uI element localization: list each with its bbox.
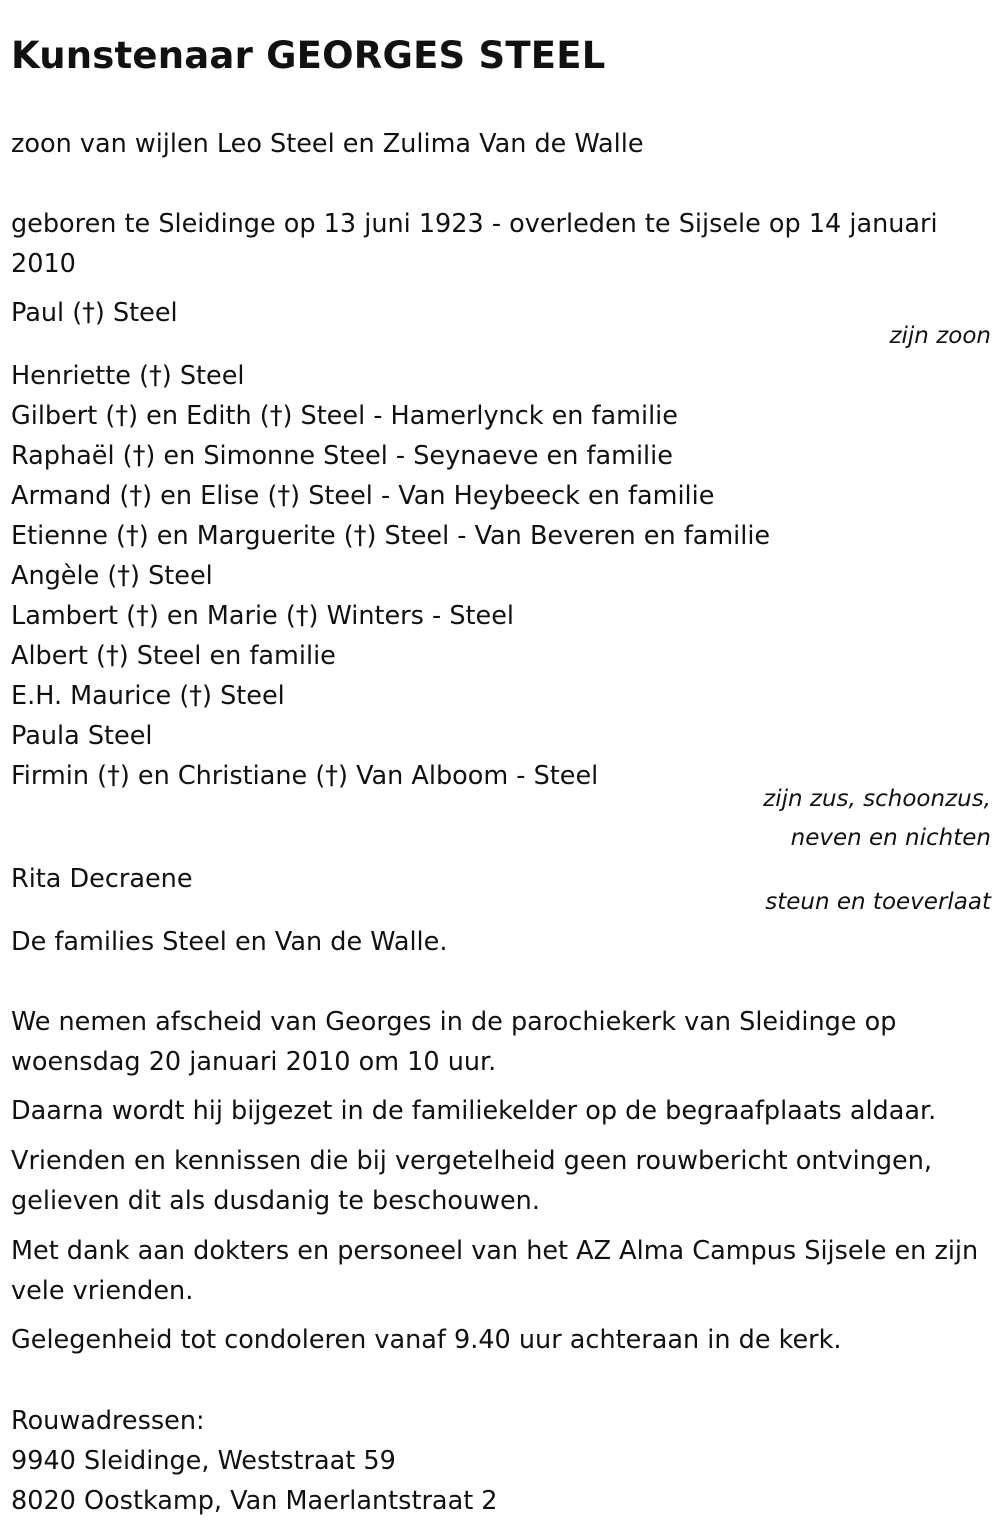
life-dates: geboren te Sleidinge op 13 juni 1923 - overleden te Sijsele op 14 januari 2010 <box>11 209 938 279</box>
address-line: 8020 Oostkamp, Van Maerlantstraat 2 <box>11 1486 498 1516</box>
mourner-line: Firmin (†) en Christiane (†) Van Alboom - Steel <box>11 761 599 791</box>
role-siblings <box>763 780 991 858</box>
notice-text: Vrienden en kennissen die bij vergetelheid geen rouwbericht ontvingen, gelieven dit als dusdanig te beschouwen. <box>11 1146 933 1216</box>
role-support-text: steun en toeverlaat <box>765 889 991 915</box>
thanks-text: Met dank aan dokters en personeel van het AZ Alma Campus Sijsele en zijn vele vrienden. <box>11 1236 979 1306</box>
mourner-line: Paula Steel <box>11 721 153 751</box>
parents-line: zoon van wijlen Leo Steel en Zulima Van de Walle <box>11 129 644 159</box>
funeral-info: We nemen afscheid van Georges in de parochiekerk van Sleidinge op woensdag 20 januari 2010 om 10 uur. <box>11 1007 897 1077</box>
role-siblings-line1: zijn zus, schoonzus, <box>763 786 991 812</box>
mourner-line: Etienne (†) en Marguerite (†) Steel - Van Beveren en familie <box>11 521 771 551</box>
mourner-line: De families Steel en Van de Walle. <box>11 927 448 957</box>
burial-info: Daarna wordt hij bijgezet in de familiekelder op de begraafplaats aldaar. <box>11 1096 937 1126</box>
mourner-line: Henriette (†) Steel <box>11 361 245 391</box>
mourner-line: Lambert (†) en Marie (†) Winters - Steel <box>11 601 515 631</box>
mourner-line: Raphaël (†) en Simonne Steel - Seynaeve en familie <box>11 441 673 471</box>
mourner-line: Gilbert (†) en Edith (†) Steel - Hamerlynck en familie <box>11 401 678 431</box>
role-son <box>889 317 991 356</box>
role-siblings-line2: neven en nichten <box>790 825 991 851</box>
mourner-line: Rita Decraene <box>11 864 193 894</box>
condolences-text: Gelegenheid tot condoleren vanaf 9.40 uur achteraan in de kerk. <box>11 1325 842 1355</box>
mourner-line: Angèle (†) Steel <box>11 561 213 591</box>
address-line: 9940 Sleidinge, Weststraat 59 <box>11 1446 396 1476</box>
role-son-text: zijn zoon <box>889 323 991 349</box>
mourner-line: Armand (†) en Elise (†) Steel - Van Heybeeck en familie <box>11 481 715 511</box>
role-support <box>765 883 991 922</box>
mourner-line: E.H. Maurice (†) Steel <box>11 681 285 711</box>
mourner-line: Albert (†) Steel en familie <box>11 641 336 671</box>
page-title: Kunstenaar GEORGES STEEL <box>11 34 606 77</box>
addresses-label: Rouwadressen: <box>11 1406 205 1436</box>
mourner-line: Paul (†) Steel <box>11 298 178 328</box>
